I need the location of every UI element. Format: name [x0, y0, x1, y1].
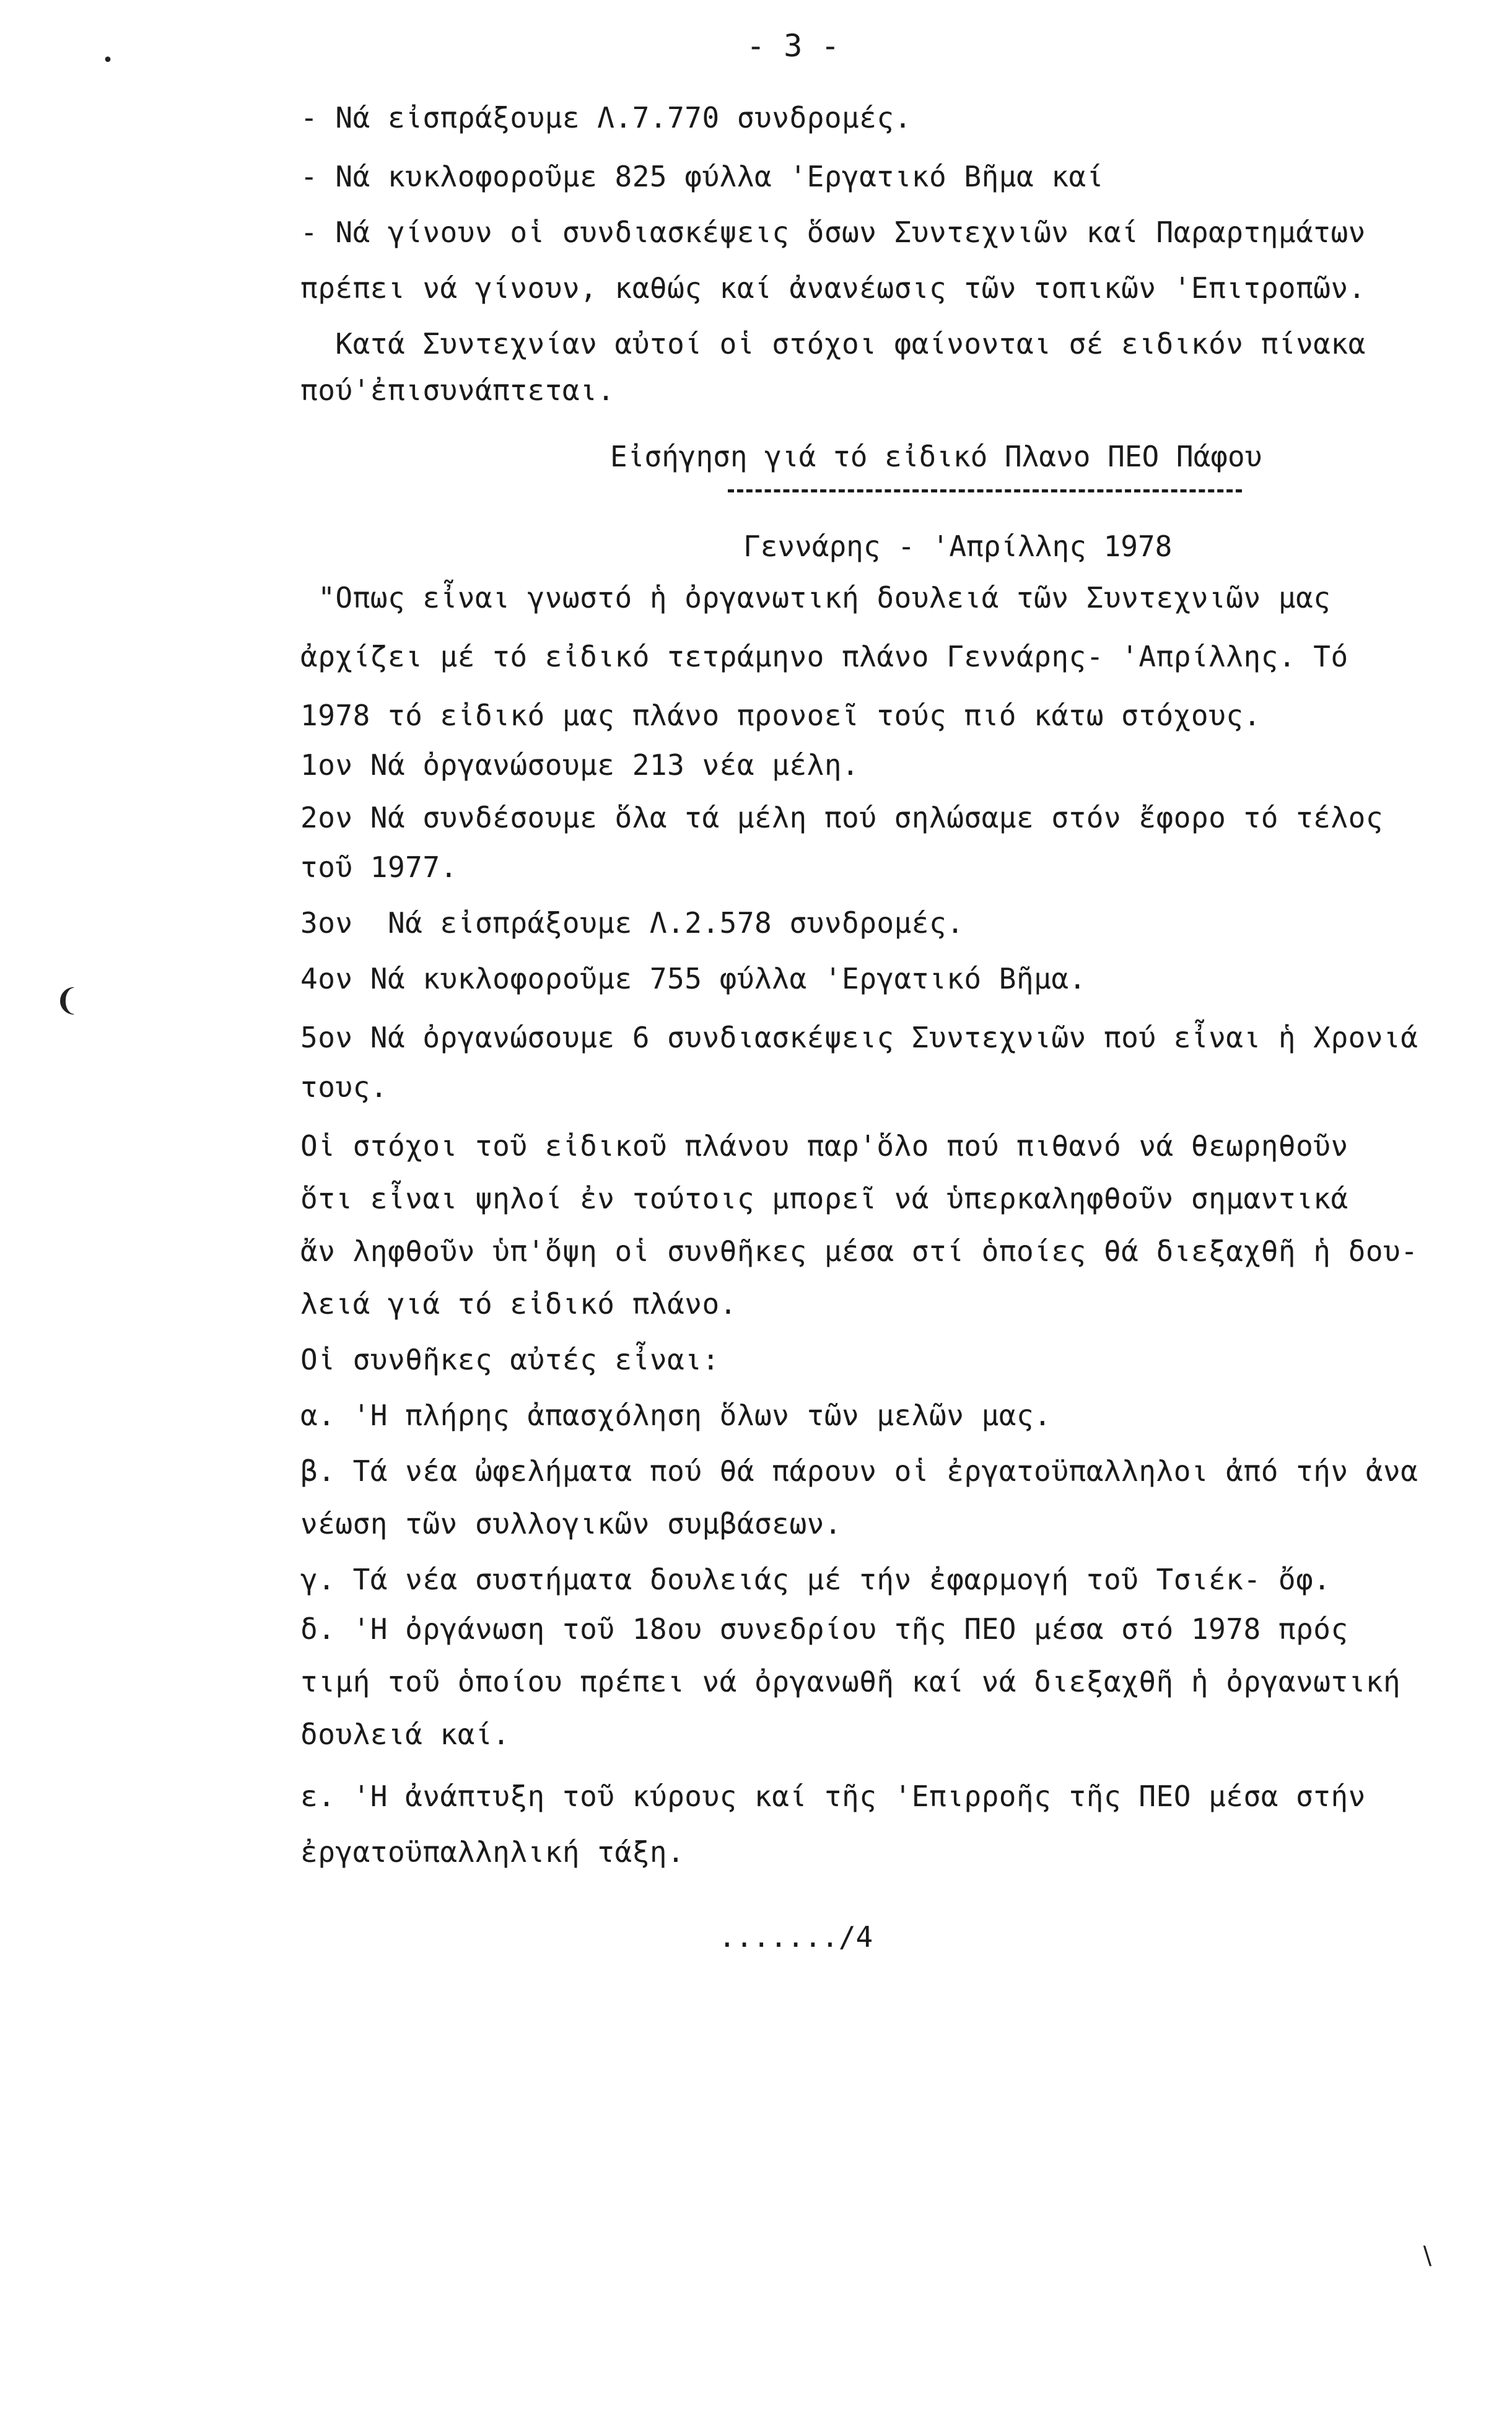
stray-mark: ∖ — [1418, 2242, 1435, 2271]
body-line: ἀρχίζει μέ τό εἰδικό τετράμηνο πλάνο Γεννάρης- 'Απρίλλης. Τό — [300, 640, 1348, 673]
body-line: 3ον Νά εἰσπράξουμε Λ.2.578 συνδρομές. — [300, 906, 964, 940]
body-line: δ. 'Η ὀργάνωση τοῦ 18ου συνεδρίου τῆς ΠΕΟ μέσα στό 1978 πρός — [300, 1612, 1348, 1646]
section-heading: Εἰσήγηση γιά τό εἰδικό Πλανο ΠΕΟ Πάφου — [610, 440, 1262, 473]
heading-underline — [728, 489, 1242, 492]
intro-line: πού'ἐπισυνάπτεται. — [300, 373, 615, 407]
body-line: ε. 'Η ἀνάπτυξη τοῦ κύρους καί τῆς 'Επιρροῆς τῆς ΠΕΟ μέσα στήν — [300, 1780, 1366, 1813]
body-line: α. 'Η πλήρης ἀπασχόληση ὅλων τῶν μελῶν μας. — [300, 1399, 1052, 1432]
body-line: ἐργατοϋπαλληλική τάξη. — [300, 1835, 685, 1869]
body-line: Οἱ στόχοι τοῦ εἰδικοῦ πλάνου παρ'ὅλο πού πιθανό νά θεωρηθοῦν — [300, 1129, 1348, 1163]
stray-mark: ❨ — [56, 979, 79, 1022]
body-line: "Οπως εἶναι γνωστό ἡ ὀργανωτική δουλειά τῶν Συντεχνιῶν μας — [300, 581, 1331, 614]
body-line: 2ον Νά συνδέσουμε ὅλα τά μέλη πού σηλώσαμε στόν ἔφορο τό τέλος — [300, 801, 1384, 834]
body-line: ἄν ληφθοῦν ὑπ'ὄψη οἱ συνθῆκες μέσα στί ὁποίες θά διεξαχθῆ ἡ δου- — [300, 1234, 1418, 1268]
section-subheading: Γεννάρης - 'Απρίλλης 1978 — [743, 530, 1173, 563]
intro-line: Κατά Συντεχνίαν αὐτοί οἱ στόχοι φαίνονται σέ ειδικόν πίνακα — [300, 327, 1366, 360]
body-line: τους. — [300, 1070, 388, 1104]
continuation-marker: .......∕4 — [719, 1920, 873, 1954]
body-line: Οἱ συνθῆκες αὐτές εἶναι: — [300, 1343, 720, 1376]
body-line: γ. Τά νέα συστήματα δουλειάς μέ τήν ἐφαρμογή τοῦ Τσιέκ- ὄφ. — [300, 1563, 1331, 1596]
body-line: ὅτι εἶναι ψηλοί ἐν τούτοις μπορεῖ νά ὑπερκαληφθοῦν σημαντικά — [300, 1182, 1348, 1215]
body-line: δουλειά καί. — [300, 1718, 510, 1751]
body-line: νέωση τῶν συλλογικῶν συμβάσεων. — [300, 1507, 842, 1540]
body-line: 1978 τό εἰδικό μας πλάνο προνοεῖ τούς πιό κάτω στόχους. — [300, 699, 1261, 732]
body-line: 1ον Νά ὀργανώσουμε 213 νέα μέλη. — [300, 748, 860, 782]
intro-line: - Νά κυκλοφοροῦμε 825 φύλλα 'Εργατικό Βῆμα καί — [300, 160, 1104, 193]
body-line: τιμή τοῦ ὁποίου πρέπει νά ὀργανωθῆ καί νά διεξαχθῆ ἡ ὀργανωτική — [300, 1665, 1401, 1698]
body-line: τοῦ 1977. — [300, 850, 458, 884]
intro-line: πρέπει νά γίνουν, καθώς καί ἀνανέωσις τῶν τοπικῶν 'Επιτροπῶν. — [300, 271, 1366, 305]
body-line: 5ον Νά ὀργανώσουμε 6 συνδιασκέψεις Συντεχνιῶν πού εἶναι ἡ Χρονιά — [300, 1021, 1418, 1054]
intro-line: - Νά γίνουν οἱ συνδιασκέψεις ὅσων Συντεχνιῶν καί Παραρτημάτων — [300, 216, 1366, 249]
intro-line: - Νά εἰσπράξουμε Λ.7.770 συνδρομές. — [300, 101, 912, 134]
body-line: λειά γιά τό εἰδικό πλάνο. — [300, 1287, 737, 1321]
page-number: - 3 - — [746, 28, 840, 64]
stray-mark: • — [102, 50, 114, 71]
body-line: 4ον Νά κυκλοφοροῦμε 755 φύλλα 'Εργατικό Βῆμα. — [300, 962, 1086, 995]
body-line: β. Τά νέα ὠφελήματα πού θά πάρουν οἱ ἐργατοϋπαλληλοι ἀπό τήν ἀνα — [300, 1454, 1418, 1488]
